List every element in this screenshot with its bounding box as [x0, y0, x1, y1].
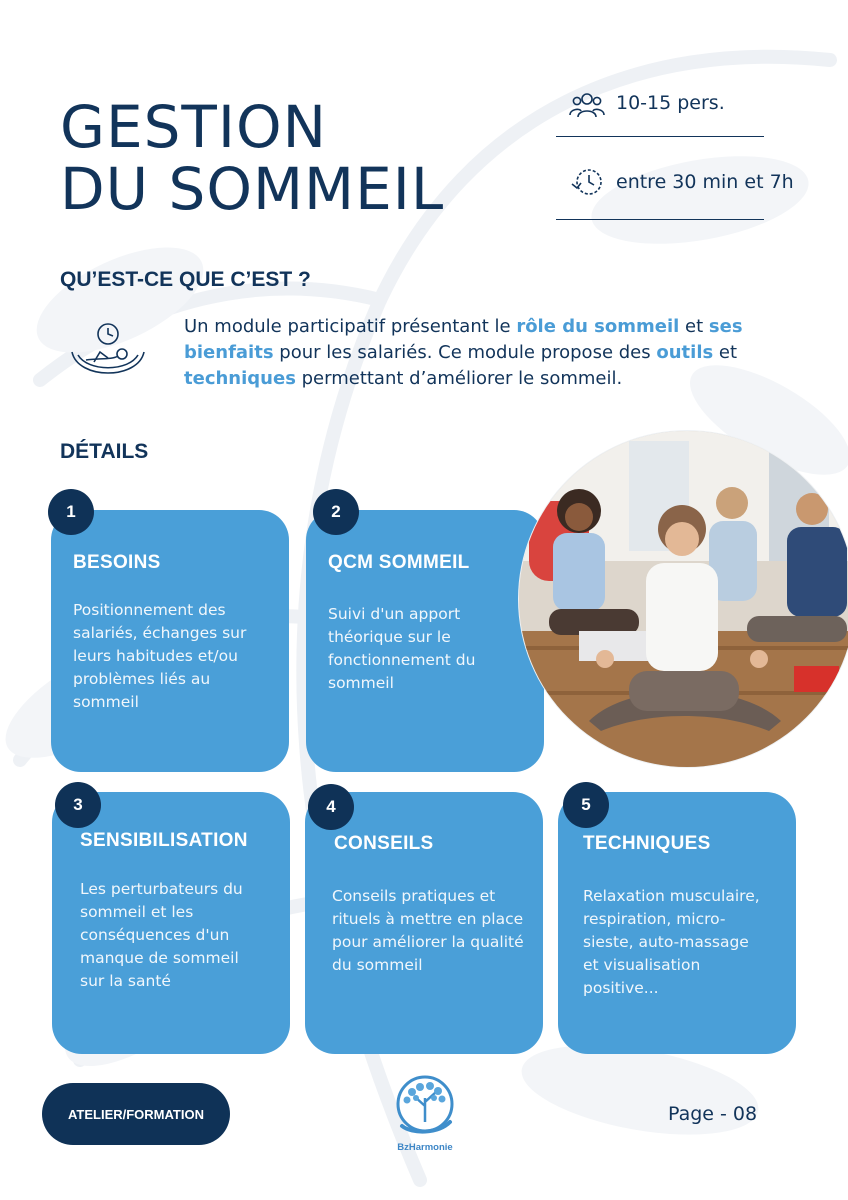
page-number: Page - 08: [668, 1103, 758, 1125]
intro-text-part: permettant d’améliorer le sommeil.: [295, 368, 623, 389]
card-text: Les perturbateurs du sommeil et les conséquences d'un manque de sommeil sur la santé: [80, 880, 243, 990]
detail-card-sensibilisation: [52, 792, 290, 1054]
atelier-formation-badge: ATELIER/FORMATION: [42, 1083, 230, 1145]
participants-text: 10-15 pers.: [616, 92, 725, 114]
clock-icon: [568, 167, 606, 197]
detail-card-besoins: [51, 510, 289, 772]
card-title: TECHNIQUES: [583, 833, 711, 854]
page-title: [60, 93, 445, 223]
sleeping-hammock-icon: [68, 322, 148, 388]
meditation-illustration: [519, 431, 848, 767]
title-line-2: DU SOMMEIL: [60, 155, 445, 223]
intro-text-part: et: [679, 316, 709, 337]
card-text: Suivi d'un apport théorique sur le fonctionnement du sommeil: [328, 605, 476, 692]
card-text: Relaxation musculaire, respiration, micro-sieste, auto-massage et visualisation positive...: [583, 887, 760, 997]
detail-card-techniques: [558, 792, 796, 1054]
card-title: SENSIBILISATION: [80, 830, 248, 851]
intro-highlight: techniques: [184, 368, 296, 389]
card-title: QCM SOMMEIL: [328, 552, 470, 573]
card-title: CONSEILS: [334, 833, 434, 854]
title-line-1: GESTION: [60, 93, 327, 161]
intro-text: [184, 314, 804, 392]
participants-info: [556, 52, 764, 137]
brand-name: BzHarmonie: [397, 1142, 453, 1153]
intro-text-part: Un module participatif présentant le: [184, 316, 517, 337]
step-number-badge: 3: [55, 782, 101, 828]
duration-info: [556, 135, 794, 220]
detail-card-qcm: [306, 510, 544, 772]
intro-highlight: rôle du sommeil: [516, 316, 680, 337]
intro-highlight: ses bienfaits: [184, 316, 743, 363]
intro-text-part: et: [713, 342, 738, 363]
intro-highlight: outils: [656, 342, 714, 363]
duration-text: entre 30 min et 7h: [616, 171, 794, 193]
intro-text-part: pour les salariés. Ce module propose des: [273, 342, 657, 363]
intro-heading: QU’EST-CE QUE C’EST ?: [60, 268, 311, 291]
step-number-badge: 1: [48, 489, 94, 535]
details-heading: DÉTAILS: [60, 440, 149, 463]
card-title: BESOINS: [73, 552, 161, 573]
people-icon: [568, 90, 606, 120]
step-number-badge: 4: [308, 784, 354, 830]
step-number-badge: 2: [313, 489, 359, 535]
card-text: Positionnement des salariés, échanges sur leurs habitudes et/ou problèmes liés au sommeil: [73, 601, 247, 711]
step-number-badge: 5: [563, 782, 609, 828]
detail-card-conseils: [305, 792, 543, 1054]
meditation-photo: [519, 431, 848, 767]
card-text: Conseils pratiques et rituels à mettre en place pour améliorer la qualité du sommeil: [332, 887, 524, 974]
